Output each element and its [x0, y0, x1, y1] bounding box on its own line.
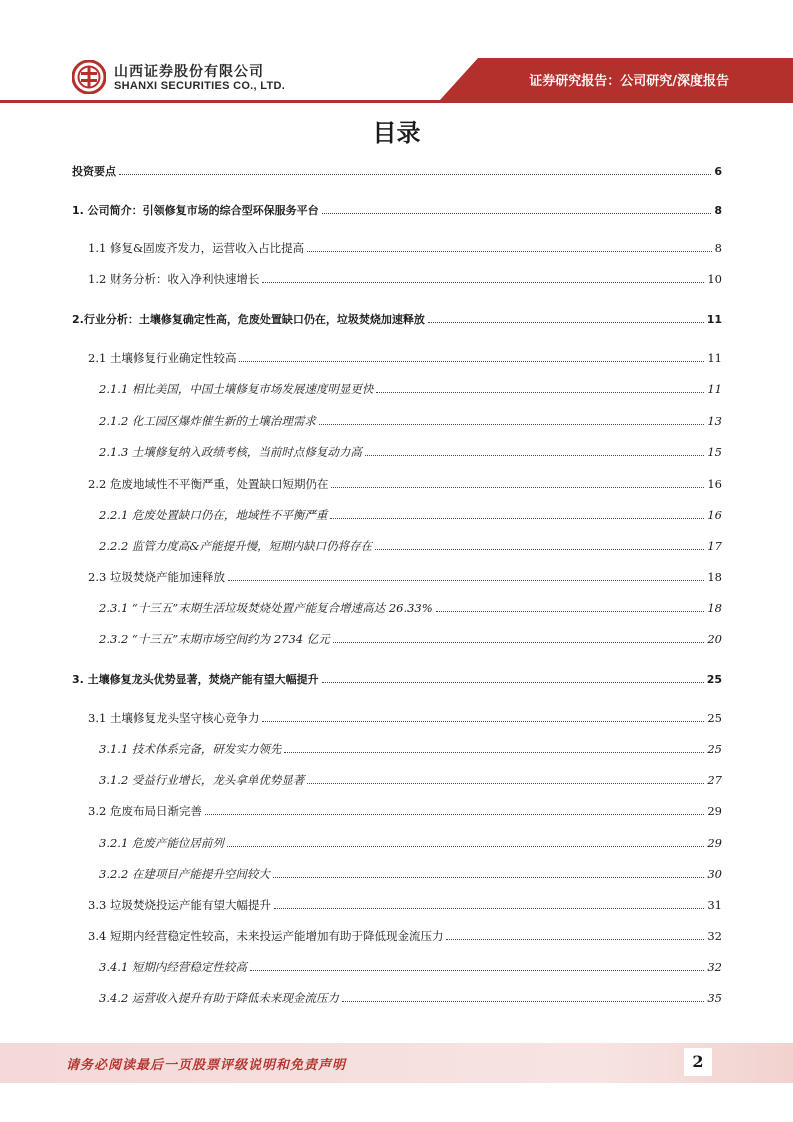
toc-entry-label: 3.4.1 短期内经营稳定性较高: [99, 960, 247, 974]
toc-leader-dots: [205, 814, 704, 815]
toc-entry-page: 29: [707, 804, 722, 818]
toc-entry-label: 2.1.1 相比美国，中国土壤修复市场发展速度明显更快: [99, 382, 374, 396]
toc-entry[interactable]: [72, 202, 722, 222]
toc-entry-page: 30: [707, 867, 722, 881]
toc-entry[interactable]: [99, 413, 722, 433]
toc-leader-dots: [331, 487, 704, 488]
toc-entry-label: 1.1 修复&固废齐发力，运营收入占比提高: [88, 241, 305, 255]
toc-entry-label: 1. 公司简介：引领修复市场的综合型环保服务平台: [72, 204, 319, 217]
toc-entry[interactable]: [88, 569, 722, 589]
toc-entry-label: 3.2 危废布局日渐完善: [88, 804, 202, 818]
toc-entry-page: 11: [707, 351, 722, 365]
toc-leader-dots: [262, 282, 704, 283]
toc-entry-page: 20: [707, 632, 722, 646]
toc-leader-dots: [284, 752, 704, 753]
toc-entry[interactable]: [88, 928, 722, 948]
toc-entry-page: 18: [707, 601, 722, 615]
toc-entry-page: 27: [707, 773, 722, 787]
toc-entry[interactable]: [72, 163, 722, 183]
toc-entry-label: 3.1.1 技术体系完备，研发实力领先: [99, 742, 282, 756]
toc-entry-page: 16: [707, 508, 722, 522]
toc-leader-dots: [428, 322, 704, 323]
toc-entry-page: 15: [707, 445, 722, 459]
page-header: [0, 0, 793, 108]
toc-leader-dots: [250, 970, 704, 971]
toc-leader-dots: [322, 213, 712, 214]
toc-entry[interactable]: [72, 311, 722, 331]
toc-entry-label: 3.4 短期内经营稳定性较高，未来投运产能增加有助于降低现金流压力: [88, 929, 444, 943]
toc-entry-label: 1.2 财务分析：收入净利快速增长: [88, 272, 260, 286]
toc-entry-label: 2.1.2 化工园区爆炸催生新的土壤治理需求: [99, 414, 316, 428]
toc-entry-label: 3. 土壤修复龙头优势显著，焚烧产能有望大幅提升: [72, 673, 319, 686]
toc-entry[interactable]: [99, 444, 722, 464]
toc-leader-dots: [330, 518, 704, 519]
toc-entry-label: 2.3.1 “十三五”末期生活垃圾焚烧处置产能复合增速高达 26.33%: [99, 601, 433, 615]
toc-entry-label: 2.3 垃圾焚烧产能加速释放: [88, 570, 225, 584]
toc-leader-dots: [365, 455, 704, 456]
toc-entry-page: 8: [714, 204, 722, 217]
toc-leader-dots: [375, 549, 704, 550]
toc-entry[interactable]: [88, 271, 722, 291]
toc-entry[interactable]: [88, 710, 722, 730]
toc-entry[interactable]: [99, 600, 722, 620]
toc-entry-label: 2.2.2 监管力度高&产能提升慢，短期内缺口仍将存在: [99, 539, 373, 553]
toc-leader-dots: [342, 1001, 704, 1002]
toc-entry-page: 17: [707, 539, 722, 553]
report-type: 证券研究报告：公司研究/深度报告: [529, 74, 729, 89]
toc-leader-dots: [262, 721, 704, 722]
toc-title: 目录: [372, 119, 421, 147]
toc-entry[interactable]: [99, 631, 722, 651]
toc-leader-dots: [436, 611, 705, 612]
page-number: 2: [684, 1048, 712, 1076]
toc-entry[interactable]: [99, 990, 722, 1010]
toc-leader-dots: [333, 642, 705, 643]
toc-entry-page: 35: [707, 991, 722, 1005]
toc-entry-label: 2.2.1 危废处置缺口仍在，地域性不平衡严重: [99, 508, 328, 522]
company-name-en: SHANXI SECURITIES CO., LTD.: [114, 80, 286, 92]
toc-entry-label: 2.1 土壤修复行业确定性较高: [88, 351, 237, 365]
toc-entry-label: 2.1.3 土壤修复纳入政绩考核，当前时点修复动力高: [99, 445, 362, 459]
toc-entry-page: 31: [707, 898, 722, 912]
toc-entry[interactable]: [99, 772, 722, 792]
toc-entry-label: 3.4.2 运营收入提升有助于降低未来现金流压力: [99, 991, 339, 1005]
toc-leader-dots: [307, 251, 711, 252]
toc-entry-page: 11: [706, 313, 722, 326]
toc-leader-dots: [307, 783, 704, 784]
toc-entry-label: 2.3.2 “十三五”末期市场空间约为 2734 亿元: [99, 632, 330, 646]
toc-entry[interactable]: [88, 476, 722, 496]
toc-entry-page: 32: [707, 929, 722, 943]
toc-leader-dots: [274, 908, 704, 909]
company-name-cn: 山西证券股份有限公司: [114, 64, 264, 80]
toc-entry[interactable]: [88, 897, 722, 917]
toc-entry[interactable]: [99, 507, 722, 527]
toc-leader-dots: [227, 846, 704, 847]
toc-leader-dots: [446, 939, 704, 940]
toc-entry[interactable]: [99, 959, 722, 979]
toc-leader-dots: [228, 580, 704, 581]
toc-entry-label: 3.2.2 在建项目产能提升空间较大: [99, 867, 270, 881]
toc-entry-label: 3.1 土壤修复龙头坚守核心竞争力: [88, 711, 260, 725]
toc-entry-page: 6: [714, 165, 722, 178]
toc-leader-dots: [273, 877, 704, 878]
toc-leader-dots: [119, 174, 711, 175]
toc-leader-dots: [376, 392, 704, 393]
toc-entry[interactable]: [99, 866, 722, 886]
toc-entry[interactable]: [88, 240, 722, 260]
toc-entry-label: 2.行业分析：土壤修复确定性高，危废处置缺口仍在，垃圾焚烧加速释放: [72, 313, 425, 326]
toc-entry[interactable]: [99, 741, 722, 761]
toc-entry-label: 3.3 垃圾焚烧投运产能有望大幅提升: [88, 898, 271, 912]
toc-entry[interactable]: [99, 381, 722, 401]
toc-entry[interactable]: [88, 350, 722, 370]
toc-entry-label: 3.2.1 危废产能位居前列: [99, 836, 224, 850]
header-divider: [0, 100, 793, 103]
toc-entry-page: 29: [707, 836, 722, 850]
toc-entry[interactable]: [99, 538, 722, 558]
toc-leader-dots: [239, 361, 704, 362]
toc-entry-label: 投资要点: [72, 165, 116, 178]
toc-entry-label: 2.2 危废地域性不平衡严重，处置缺口短期仍在: [88, 477, 329, 491]
toc-entry-label: 3.1.2 受益行业增长，龙头拿单优势显著: [99, 773, 305, 787]
toc-entry-page: 10: [707, 272, 722, 286]
toc-leader-dots: [322, 682, 704, 683]
footer-disclaimer: 请务必阅读最后一页股票评级说明和免责声明: [66, 1058, 347, 1073]
toc-entry[interactable]: [72, 671, 722, 691]
toc-entry-page: 11: [707, 382, 722, 396]
toc-entry-page: 25: [707, 711, 722, 725]
toc-entry-page: 32: [707, 960, 722, 974]
toc-entry-page: 16: [707, 477, 722, 491]
toc-entry-page: 25: [706, 673, 722, 686]
toc-entry[interactable]: [88, 803, 722, 823]
toc-entry-page: 8: [714, 241, 722, 255]
toc-entry-page: 18: [707, 570, 722, 584]
toc-entry-page: 13: [707, 414, 722, 428]
toc-entry[interactable]: [99, 835, 722, 855]
toc-leader-dots: [319, 424, 704, 425]
toc-entry-page: 25: [707, 742, 722, 756]
